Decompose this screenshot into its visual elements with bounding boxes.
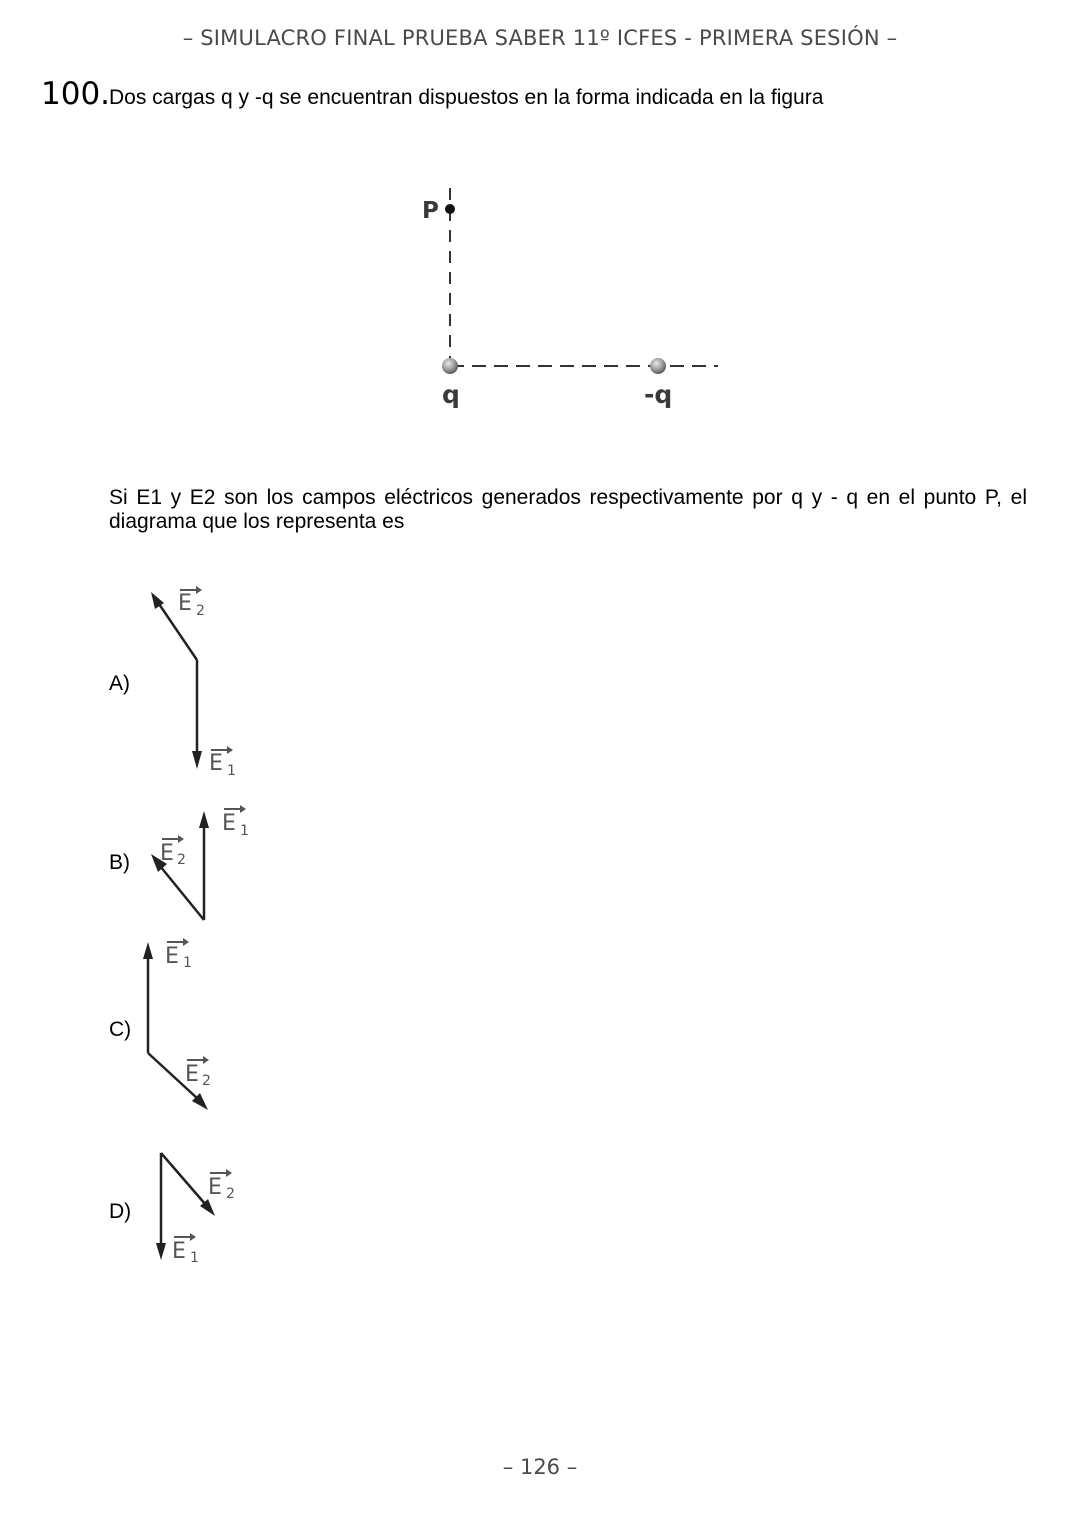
svg-text:E: E	[185, 1062, 199, 1087]
svg-text:E: E	[209, 751, 223, 776]
charge-neg-q-ball	[650, 358, 666, 374]
option-d-diagram	[140, 1145, 260, 1270]
option-d-label: D)	[109, 1200, 132, 1223]
svg-text:2: 2	[196, 603, 205, 619]
svg-text:E: E	[172, 1239, 186, 1264]
e1-arrowhead	[199, 811, 209, 828]
svg-text:2: 2	[226, 1186, 235, 1202]
e1-label	[165, 938, 192, 971]
svg-text:E: E	[160, 841, 174, 866]
e2-vector	[160, 866, 204, 920]
charge-q-label: q	[442, 380, 460, 409]
e1-label	[222, 805, 249, 839]
e2-label	[208, 1169, 235, 1202]
charge-neg-q-label: -q	[644, 380, 673, 409]
e2-label	[160, 835, 186, 868]
e2-label	[178, 586, 205, 619]
question-number: 100.	[41, 76, 111, 112]
svg-text:E: E	[222, 811, 236, 836]
option-a-diagram	[140, 585, 260, 785]
svg-text:2: 2	[202, 1073, 211, 1089]
page-header: – SIMULACRO FINAL PRUEBA SABER 11º ICFES - PRIMERA SESIÓN –	[182, 26, 898, 50]
e1-arrowhead	[192, 751, 202, 769]
point-p-label: P	[422, 198, 439, 224]
e2-label	[185, 1056, 211, 1089]
option-c-diagram	[130, 935, 250, 1120]
option-c-label: C)	[109, 1018, 132, 1041]
charge-q-ball	[442, 358, 458, 374]
svg-text:E: E	[178, 591, 192, 616]
svg-text:1: 1	[227, 763, 236, 779]
svg-text:1: 1	[190, 1250, 199, 1266]
page-number: – 126 –	[502, 1455, 578, 1479]
svg-text:1: 1	[240, 823, 249, 839]
option-a-label: A)	[109, 672, 130, 695]
svg-text:E: E	[208, 1175, 222, 1200]
charges-figure	[400, 180, 740, 420]
svg-text:E: E	[165, 944, 179, 969]
option-b-label: B)	[109, 851, 130, 874]
svg-text:1: 1	[183, 955, 192, 971]
svg-text:2: 2	[177, 852, 186, 868]
e1-arrowhead	[143, 942, 153, 959]
point-p-dot	[445, 204, 455, 214]
option-b-diagram	[140, 800, 270, 930]
e2-vector	[161, 1153, 206, 1205]
e1-arrowhead	[156, 1243, 166, 1260]
question-prompt: Dos cargas q y -q se encuentran dispuestos en la forma indicada en la figura	[109, 86, 824, 109]
question-body: Si E1 y E2 son los campos eléctricos generados respectivamente por q y - q en el punto P, el diagrama que los representa es	[109, 486, 1027, 533]
e1-label	[209, 746, 236, 779]
e1-label	[172, 1233, 199, 1266]
